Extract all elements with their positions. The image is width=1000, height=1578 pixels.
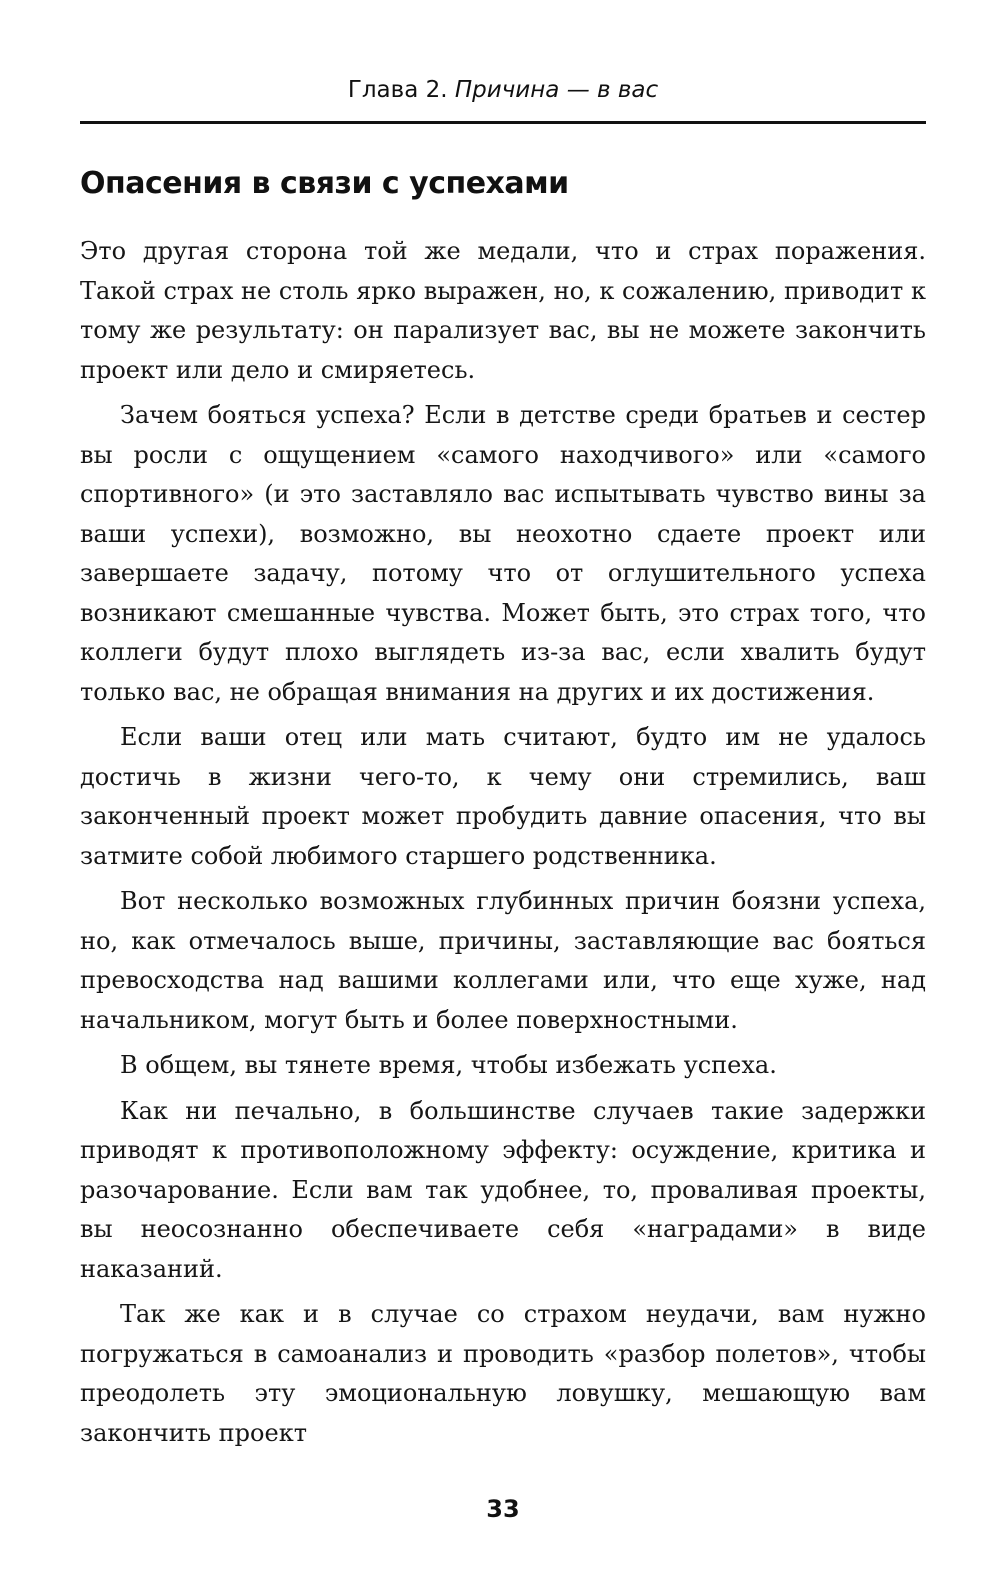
running-head <box>80 76 926 104</box>
running-head-chapter: Глава 2. <box>347 77 448 103</box>
page-number: 33 <box>486 1495 520 1523</box>
paragraph: Так же как и в случае со страхом неудачи, вам нужно погружаться в самоанализ и проводить «разбор полетов», чтобы преодолеть эту эмоциональную ловушку, мешающую вам закончить проект <box>80 1300 926 1447</box>
paragraph: Если ваши отец или мать считают, будто им не удалось достичь в жизни чего-то, к чему они стремились, ваш законченный проект может пробудить давние опасения, что вы затмите собой любимого старшего родственника. <box>80 723 926 870</box>
section-title: Опасения в связи с успехами <box>80 166 569 201</box>
header-divider <box>80 121 926 124</box>
paragraph: Как ни печально, в большинстве случаев такие задержки приводят к противоположному эффекту: осуждение, критика и разочарование. Если вам так удобнее, то, проваливая проекты, вы неосознанно обеспечиваете себя «наградами» в виде наказаний. <box>80 1096 926 1283</box>
paragraph: Вот несколько возможных глубинных причин боязни успеха, но, как отмечалось выше, причины, заставляющие вас бояться превосходства над вашими коллегами или, что еще хуже, над начальником, могут быть и более поверхностными. <box>80 887 926 1034</box>
paragraph: В общем, вы тянете время, чтобы избежать успеха. <box>120 1051 777 1079</box>
paragraph: Это другая сторона той же медали, что и страх поражения. Такой страх не столь ярко выражен, но, к сожалению, приводит к тому же результату: он парализует вас, вы не можете закончить проект или дело и смиряетесь. <box>80 237 926 384</box>
body-text <box>80 232 926 1459</box>
paragraph: Зачем бояться успеха? Если в детстве среди братьев и сестер вы росли с ощущением «самого находчивого» или «самого спортивного» (и это заставляло вас испытывать чувство вины за ваши успехи), возможно, вы неохотно сдаете проект или завершаете задачу, потому что от оглушительного успеха возникают смешанные чувства. Может быть, это страх того, что коллеги будут плохо выглядеть из-за вас, если хвалить будут только вас, не обращая внимания на других и их достижения. <box>80 401 926 706</box>
running-head-chapter-subtitle: Причина — в вас <box>454 77 659 103</box>
